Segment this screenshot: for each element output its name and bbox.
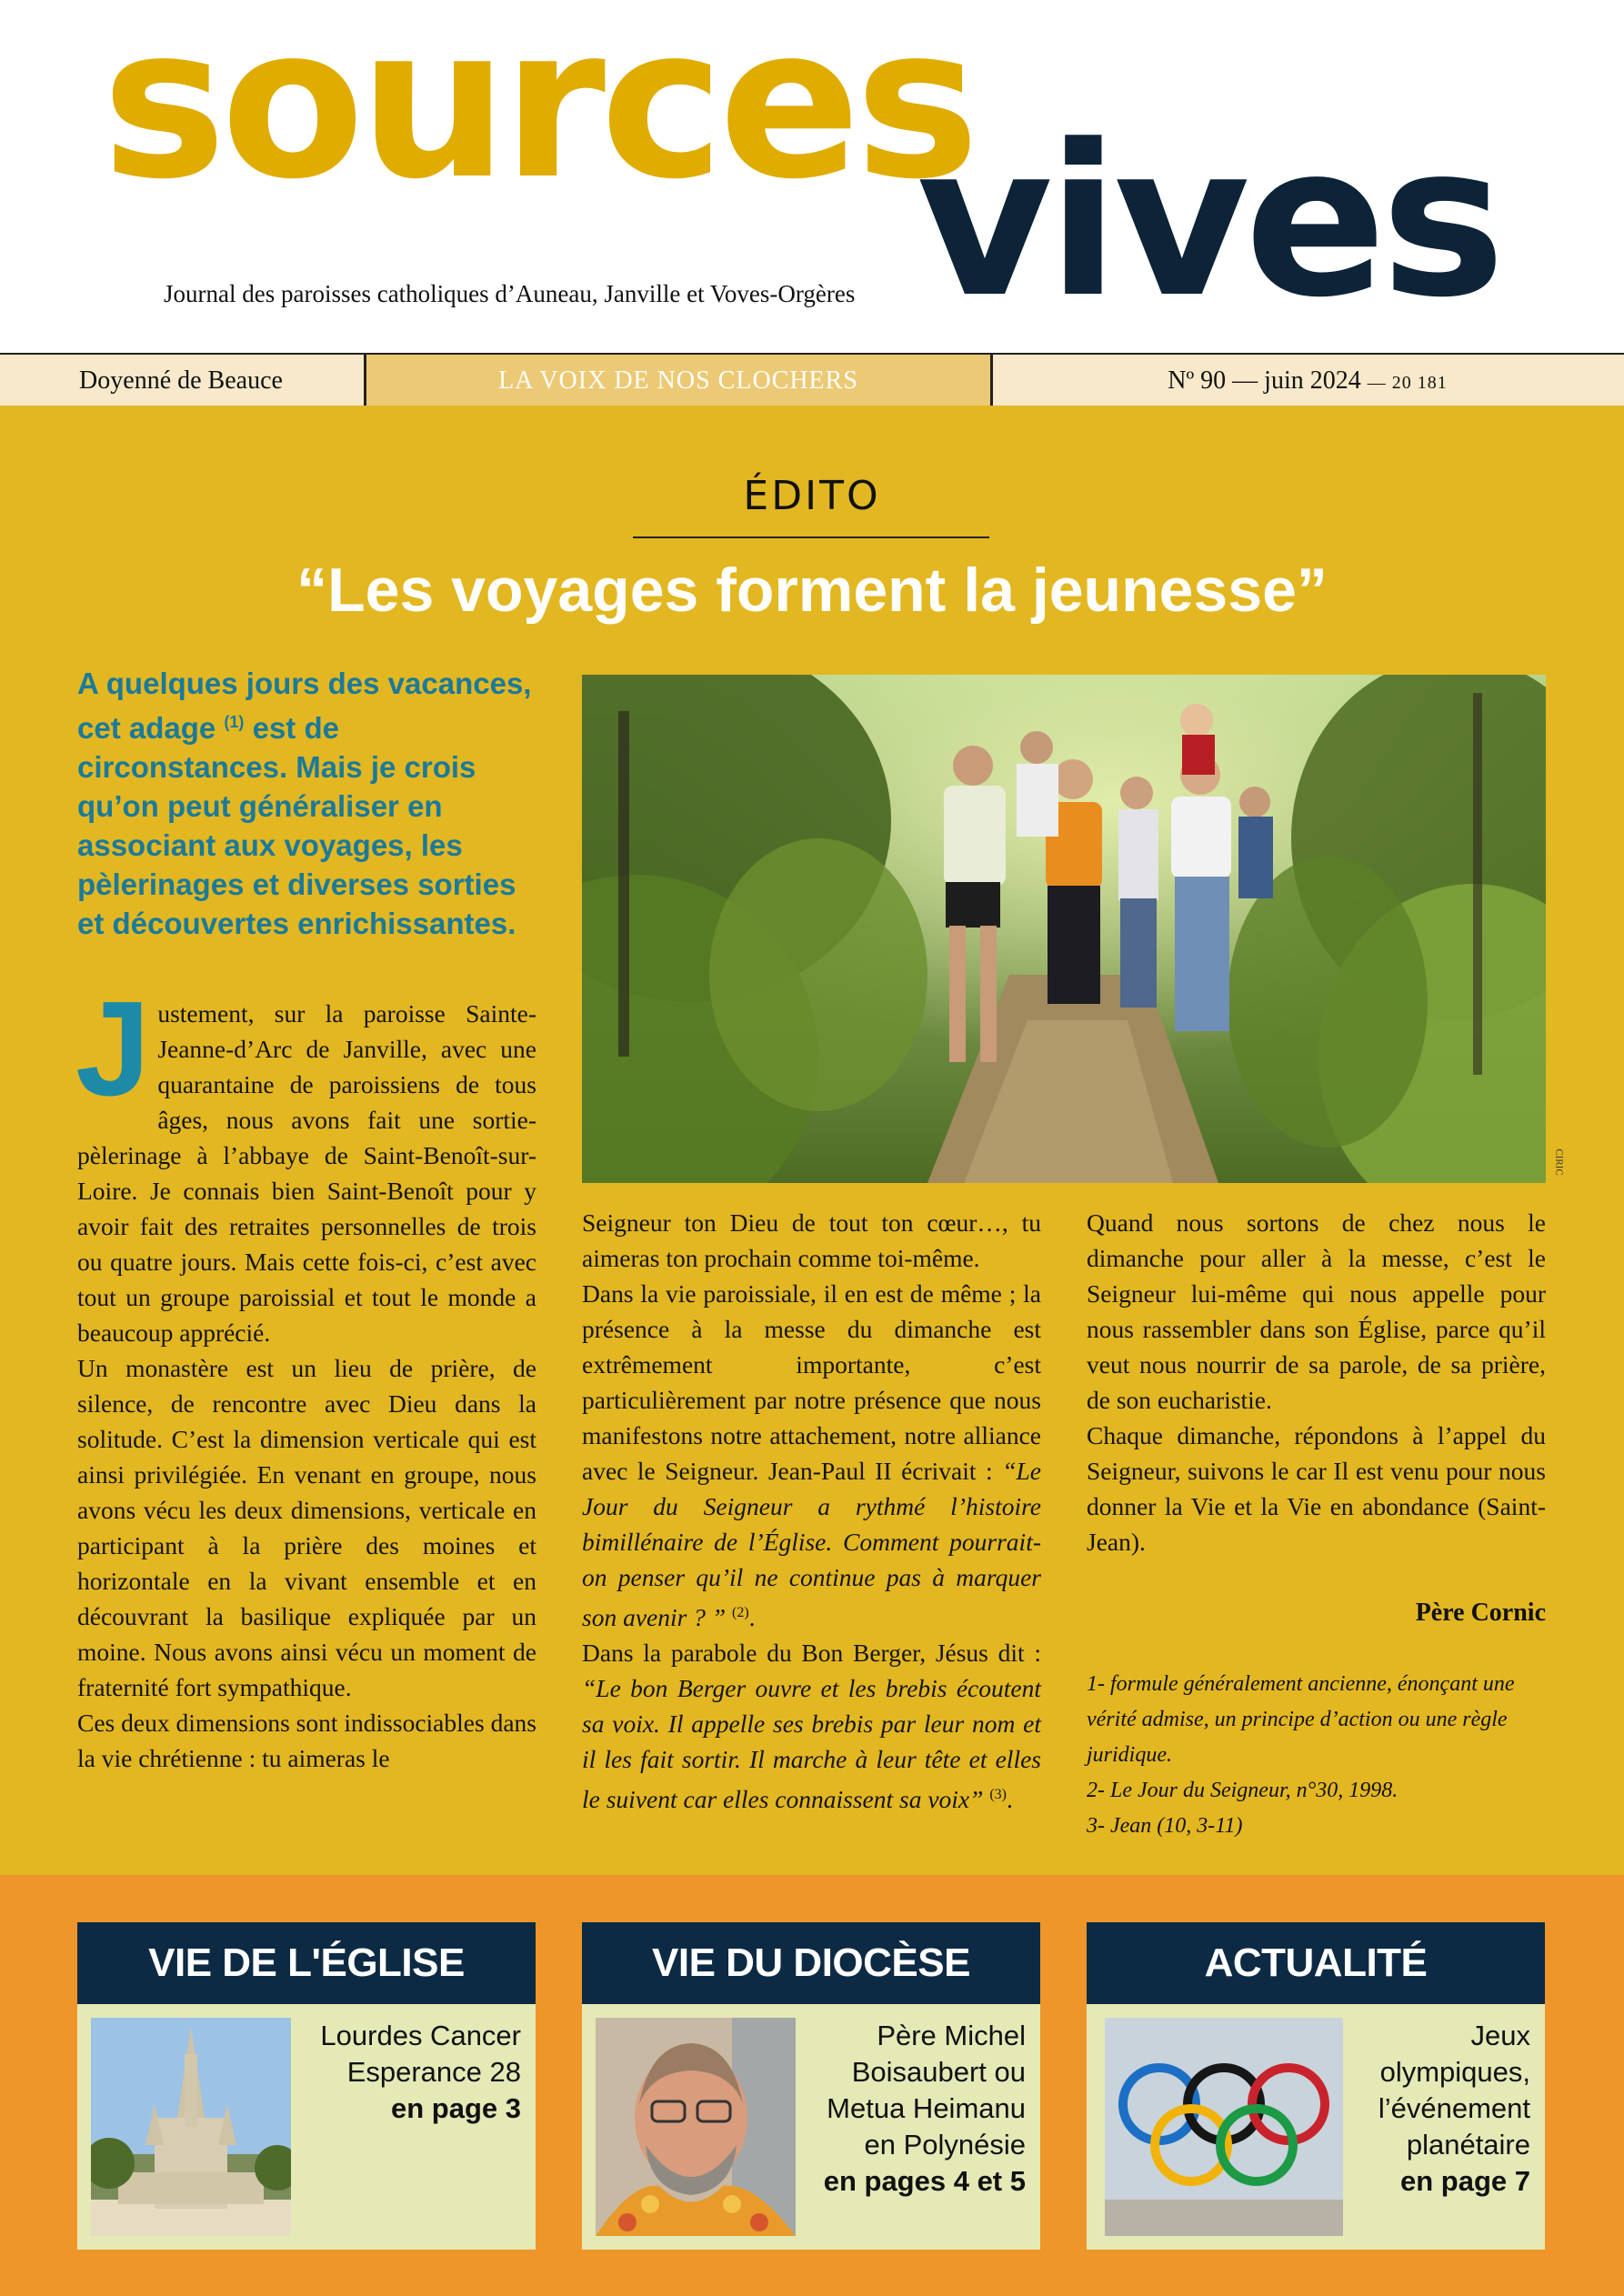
paragraph: Ces deux dimensions sont indissociables dans la vie chrétienne : tu aimeras le [77,1709,536,1772]
deanery-label: Doyenné de Beauce [79,366,283,395]
paragraph: Seigneur ton Dieu de tout ton cœur…, tu aimeras ton prochain comme toi-même. [582,1208,1041,1272]
teaser-description: Lourdes Cancer Esperance 28 [320,2020,521,2088]
tagline: Journal des paroisses catholiques d’Auneau, Janville et Voves-Orgères [164,280,856,307]
footnote-1: 1- formule généralement ancienne, énonçant une vérité admise, un principe d’action ou une règle juridique. [1087,1672,1515,1767]
issue-info [991,355,1624,406]
masthead [0,0,1624,353]
teaser-page-ref: en page 3 [391,2092,521,2124]
quote-bon-berger: “Le bon Berger ouvre et les brebis écoutent sa voix. Il appelle ses brebis par leur nom et il les fait sortir. Il marche à leur tête et elles le suivent car elles connaissent sa voix” [582,1674,1041,1814]
paragraph: Chaque dimanche, répondons à l’appel du Seigneur, suivons le car Il est venu pour nous donner la Vie et la Vie en abondance (Saint-Jean). [1087,1421,1546,1556]
teaser-box-vie-diocese[interactable] [582,1922,1040,2250]
section-label: ÉDITO [743,473,881,519]
paragraph-text: Dans la parabole du Bon Berger, Jésus dit : [582,1639,1041,1668]
info-strip [0,353,1624,407]
hikers-photo-image [582,675,1546,1183]
lead-text-1: A quelques jours des vacances, cet adage [77,667,532,745]
teaser-description: Jeux olympiques, l’événement planétaire [1378,2020,1530,2161]
footnote-ref-1: (1) [224,713,245,731]
teaser-box-title: VIE DE L'ÉGLISE [77,1922,536,2004]
photo-credit: CIRIC [1553,1148,1565,1176]
teaser-box-actualite[interactable] [1087,1922,1545,2250]
article-headline: “Les voyages forment la jeunesse” [296,556,1328,625]
lourdes-basilica-image [91,2018,291,2236]
article-column-2 [582,1205,1041,1817]
drop-cap: J [75,974,151,1124]
teaser-description: Père Michel Boisaubert ou Metua Heimanu en Polynésie [827,2020,1026,2161]
footnote-2: 2- Le Jour du Seigneur, n°30, 1998. [1087,1779,1398,1802]
paragraph [75,974,536,1350]
issue-number: Nº 90 — juin 2024 [1168,366,1361,395]
paragraph: Dans la parabole du Bon Berger, Jésus dit : “Le bon Berger ouvre et les brebis écoutent sa voix. Il appelle ses brebis par leur nom et il les fait sortir. Il marche à leur tête et elles le suivent car elles connaissent sa voix” $^{(3)}$. [582,1639,1041,1814]
article-lead [77,664,541,943]
paragraph: Dans la vie paroissiale, il en est de même ; la présence à la messe du dimanche est extrêmement importante, c’est particulièrement par notre présence que nous manifestons notre attachement, notre alliance avec le Seigneur. Jean-Paul II écrivait : “Le Jour du Seigneur a rythmé l’histoire bimillénaire de l’Église. Comment pourrait-on penser qu’il ne continue pas à marquer son avenir ? ” $^{(2)}$. [582,1279,1042,1632]
teaser-text [807,2018,1026,2200]
teaser-box-vie-eglise[interactable] [77,1922,536,2250]
teaser-page-ref: en pages 4 et 5 [823,2165,1026,2197]
article-column-3 [1087,1205,1546,1559]
paragraph-text: Dans la vie paroissiale, il en est de même ; la présence à la messe du dimanche est extrêmement importante, c’est particulièrement par notre présence que nous manifestons notre attachement, notre alliance avec le Seigneur. Jean-Paul II écrivait : [582,1279,1041,1485]
priest-portrait-image [596,2018,796,2236]
paragraph-text: ustement, sur la paroisse Sainte-Jeanne-d’Arc de Janville, avec une quarantaine de paroissiens de tous âges, nous avons fait une sortie-pèlerinage à l’abbaye de Saint-Benoît-sur-Loire. Je connais bien Saint-Benoît pour y avoir fait des retraites personnelles de trois ou quatre jours. Mais cette fois-ci, c’est avec tout un groupe paroissial et tout le monde a beaucoup apprécié. [77,999,536,1347]
series-label: LA VOIX DE NOS CLOCHERS [364,355,993,406]
lead-text-2: est de circonstances. Mais je crois qu’on peut généraliser en associant aux voyages, les pèlerinages et diverses sorties et découvertes enrichissantes. [77,711,516,940]
teaser-text [1348,2018,1530,2200]
teaser-page-ref: en page 7 [1400,2165,1530,2197]
footnote-ref-2: (2) [732,1605,749,1620]
logo-vives: vives [917,101,1500,344]
issue-code: — 20 181 [1367,373,1448,393]
paragraph: Un monastère est un lieu de prière, de silence, de rencontre avec Dieu dans la solitude. C’est la dimension verticale qui est ainsi privilégiée. En venant en groupe, nous avons vécu les deux dimensions, verticale en participant à la prière des moines et horizontale en la vivant ensemble et en découvrant la basilique expliquée par un moine. Nous avons ainsi vécu un moment de fraternité fort sympathique. [77,1354,536,1701]
olympic-rings-image [1105,2018,1343,2236]
footnote-ref-3: (3) [989,1787,1007,1803]
hikers-photo [582,675,1546,1183]
article-column-1 [75,974,536,1776]
author-signature: Père Cornic [1415,1599,1546,1627]
teaser-box-title: VIE DU DIOCÈSE [582,1922,1040,2004]
teaser-text [303,2018,521,2127]
teaser-box-title: ACTUALITÉ [1087,1922,1545,2004]
paragraph: Quand nous sortons de chez nous le dimanche pour aller à la messe, c’est le Seigneur lui-même qui nous appelle pour nous rassembler dans son Église, parce qu’il veut nous nourrir de sa parole, de sa prière, de son eucharistie. [1087,1208,1546,1414]
footnotes [1087,1667,1559,1844]
logo-sources: sources [102,0,975,226]
section-divider [633,536,989,538]
footnote-3: 3- Jean (10, 3-11) [1087,1814,1243,1838]
quote-jean-paul-ii: “Le Jour du Seigneur a rythmé l’histoire bimillénaire de l’Église. Comment pourrait-on penser qu’il ne continue pas à marquer son avenir ? ” [582,1457,1042,1632]
